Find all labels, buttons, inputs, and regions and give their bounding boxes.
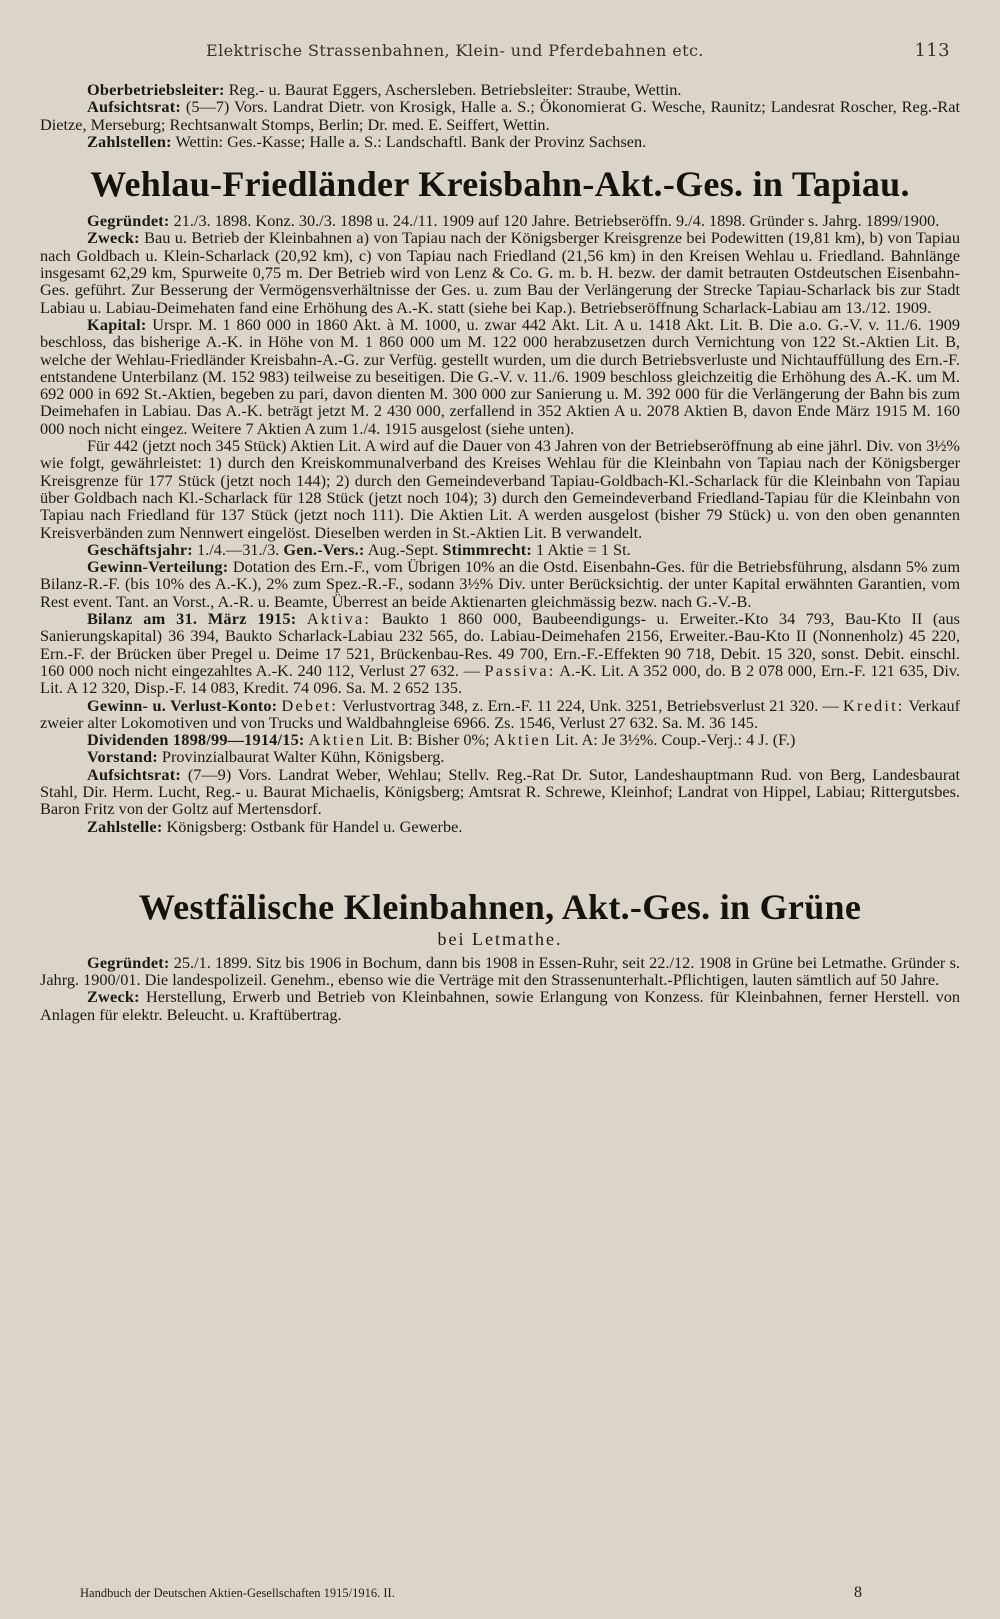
guv-debet-text: Verlustvortrag 348, z. Ern.-F. 11 224, Unk. 3251, Betriebsverlust 21 320. —	[338, 695, 839, 715]
passiva-word: Passiva:	[484, 660, 556, 680]
vorstand-text: Provinzialbaurat Walter Kühn, Königsberg.	[157, 747, 445, 767]
debet-word: Debet:	[281, 695, 339, 715]
zahlstelle-paragraph	[40, 818, 960, 835]
zahlstelle-label: Zahlstelle:	[87, 816, 163, 836]
gewinn-verteilung-paragraph	[40, 558, 960, 610]
westfalen-zweck-paragraph	[40, 988, 960, 1023]
oberbetriebsleiter-label: Oberbetriebsleiter:	[87, 80, 225, 99]
bilanz-passiva-text: A.-K. Lit. A 352 000, do. B 2 078 000, Ern.-F. 121 635, Div. Lit. A 12 320, Disp.-F. 14 083, Kredit. 74 096. Sa. M. 2 652 135.	[40, 660, 960, 698]
aktien-word-1: Aktien	[308, 730, 367, 750]
dividenden-text-2: Lit. A: Je 3½%. Coup.-Verj.: 4 J. (F.)	[551, 730, 796, 750]
zweck-paragraph	[40, 229, 960, 315]
aktien-word-2: Aktien	[493, 730, 552, 750]
aufsichtsrat-text: (5—7) Vors. Landrat Dietr. von Krosigk, Halle a. S.; Ökonomierat G. Wesche, Raunitz; Landesrat Roscher, Reg.-Rat Dietze, Merseburg; Rechtsanwalt Stomps, Berlin; Dr. med. E. Seiffert, Wettin.	[40, 97, 960, 134]
westfalen-zweck-label: Zweck:	[87, 987, 140, 1007]
stimmrecht-label: Stimmrecht:	[442, 539, 532, 559]
dividenden-text-1: Lit. B: Bisher 0%;	[366, 730, 494, 750]
guv-kredit-text: Verkauf zweier alter Lokomotiven und von Trucks und Waldbahngleise 6966. Zs. 1546, Verlust 27 632. Sa. M. 36 145.	[40, 695, 961, 732]
kapital-label: Kapital:	[87, 314, 147, 334]
running-header	[40, 40, 960, 61]
kredit-word: Kredit:	[843, 695, 905, 715]
westfalen-gegruendet-label: Gegründet:	[87, 952, 170, 972]
zahlstelle-text: Königsberg: Ostbank für Handel u. Gewerbe.	[162, 816, 463, 836]
stimmrecht-text: 1 Aktie = 1 St.	[531, 539, 631, 559]
zweck-label: Zweck:	[87, 228, 140, 248]
bilanz-label: Bilanz am 31. März 1915:	[87, 609, 297, 629]
oberbetriebsleiter-text: Reg.- u. Baurat Eggers, Aschersleben. Betriebsleiter: Straube, Wettin.	[224, 80, 682, 99]
gen-vers-label: Gen.-Vers.:	[283, 539, 365, 559]
zahlstellen-paragraph	[40, 133, 960, 150]
kapital-paragraph	[40, 316, 960, 437]
bilanz-aktiva-text: Baukto 1 860 000, Baubeendigungs- u. Erweiter.-Kto 34 793, Bau-Kto II (aus Sanierungskapital) 36 394, Baukto Scharlack-Labiau 232 565, do. Labiau-Deimehafen 2156, Erweiter.-Bau-Kto II (Nonnenholz) 45 220, Ern.-F. der Brücken über Pregel u. Deime 17 521, Brückenbau-Res. 49 700, Ern.-F.-Effekten 90 718, Debit. 15 320, sonst. Debit. einschl. 160 000 noch nicht eingezahltes A.-K. 240 112, Verlust 27 632. —	[40, 609, 960, 680]
aufsichtsrat-wehlau-label: Aufsichtsrat:	[87, 764, 181, 784]
running-title: Elektrische Strassenbahnen, Klein- und Pferdebahnen etc.	[206, 41, 704, 60]
guv-label: Gewinn- u. Verlust-Konto:	[87, 695, 278, 715]
garantie-paragraph: Für 442 (jetzt noch 345 Stück) Aktien Lit. A wird auf die Dauer von 43 Jahren von der Betriebseröffnung ab eine jährl. Div. von 3½% wie folgt, gewährleistet: 1) durch den Kreiskommunalverband des Kreises Wehlau für die Kleinbahn von Tapiau nach der Königsberger Kreisgrenze für 177 Stück (jetzt noch 144); 2) durch den Gemeindeverband Tapiau-Goldbach-Kl.-Scharlack für die Kleinbahn von Tapiau über Goldbach nach Kl.-Scharlack für 128 Stück (jetzt noch 104); 3) durch den Gemeindeverband Friedland-Tapiau für die Kleinbahn von Tapiau nach Friedland für 137 Stück (jetzt noch 111). Die Aktien Lit. A werden ausgelost (bisher 79 Stück) u. von den oben genannten Kreisverbänden zum Nennwert eingelöst. Dieselben werden in St.-Aktien Lit. B verwandelt.	[40, 436, 960, 542]
bilanz-paragraph	[40, 610, 960, 696]
zahlstellen-text: Wettin: Ges.-Kasse; Halle a. S.: Landschaftl. Bank der Provinz Sachsen.	[171, 131, 647, 151]
wehlau-entry	[40, 212, 960, 835]
oberbetriebsleiter-paragraph	[40, 81, 960, 98]
aufsichtsrat-wehlau-text: (7—9) Vors. Landrat Weber, Wehlau; Stellv. Reg.-Rat Dr. Sutor, Landeshauptmann Rud. von Berg, Landesbaurat Stahl, Dir. Herm. Lucht, Reg.- u. Baurat Michaelis, Königsberg; Amtsrat R. Schrewe, Kleinhof; Landrat von Hippel, Labiau; Rittergutsbes. Baron Fritz von der Goltz auf Mertensdorf.	[40, 764, 960, 819]
gegruendet-text: 21./3. 1898. Konz. 30./3. 1898 u. 24./11. 1909 auf 120 Jahre. Betriebseröffn. 9./4. 1898. Gründer s. Jahrg. 1899/1900.	[169, 211, 940, 231]
westfalen-entry	[40, 954, 960, 1023]
geschaeftsjahr-text: 1./4.—31./3.	[192, 539, 280, 559]
westfalen-gegruendet-text: 25./1. 1899. Sitz bis 1906 in Bochum, dann bis 1908 in Essen-Ruhr, seit 22./12. 1908 in Grüne bei Letmathe. Gründer s. Jahrg. 1900/01. Die landespolizeil. Genehm., ebenso wie die Verträge mit den Strassenunterhalt.-Pflichtigen, lauten sämtlich auf 50 Jahre.	[40, 952, 960, 990]
aufsichtsrat-label: Aufsichtsrat:	[87, 97, 181, 117]
aufsichtsrat-paragraph	[40, 98, 960, 133]
guv-paragraph	[40, 697, 960, 732]
wehlau-title: Wehlau-Friedländer Kreisbahn-Akt.-Ges. in Tapiau.	[90, 164, 910, 205]
dividenden-paragraph	[40, 731, 960, 748]
previous-entry-tail	[40, 81, 960, 150]
dividenden-label: Dividenden 1898/99—1914/15:	[87, 730, 305, 750]
westfalen-gegruendet-paragraph	[40, 954, 960, 989]
zweck-text: Bau u. Betrieb der Kleinbahnen a) von Tapiau nach der Königsberger Kreisgrenze bei Podewitten (19,81 km), b) von Tapiau nach Goldbach u. Klein-Scharlack (20,92 km), c) von Tapiau nach Friedland (21,56 km) in den Kreisen Wehlau u. Friedland. Bahnlänge insgesamt 62,29 km, Spurweite 0,75 m. Der Betrieb wird von Lenz & Co. G. m. b. H. bezw. der damit betrauten Ostdeutschen Eisenbahn-Ges. geführt. Zur Besserung der Vermögensverhältnisse der Ges. u. zum Bau der Verlängerung der Strecke Tapiau-Scharlack bis zur Stadt Labiau u. Labiau-Deimehaten fand eine Erhöhung des A.-K. statt (siehe bei Kap.). Betriebseröffnung Scharlack-Labiau am 13./12. 1909.	[40, 228, 960, 317]
vorstand-paragraph	[40, 748, 960, 765]
geschaeftsjahr-paragraph	[40, 541, 960, 558]
westfalen-subtitle: bei Letmathe.	[437, 928, 563, 949]
aktiva-word: Aktiva:	[306, 609, 372, 629]
kapital-text: Urspr. M. 1 860 000 in 1860 Akt. à M. 1000, u. zwar 442 Akt. Lit. A u. 1418 Akt. Lit. B. Die a.o. G.-V. v. 11./6. 1909 beschloss, das bisherige A.-K. in Höhe von M. 1 860 000 um M. 122 000 herabzusetzen durch Vernichtung von 122 St.-Aktien Lit. B, welche der Wehlau-Friedländer Kreisbahn-A.-G. zur Verfüg. gestellt wurden, um die durch Betriebsverluste und Nichtauffüllung des Ern.-F. entstandene Unterbilanz (M. 152 983) teilweise zu beseitigen. Die G.-V. v. 11./6. 1909 beschloss gleichzeitig die Erhöhung des A.-K. um M. 692 000 in 692 St.-Aktien, begeben zu pari, davon dienten M. 300 000 zur Sanierung u. M. 392 000 für die Verlängerung der Bahn bis zum Deimehafen in Labiau. Das A.-K. beträgt jetzt M. 2 430 000, zerfallend in 352 Aktien A u. 2078 Aktien B, davon Ende März 1915 M. 160 000 noch nicht eingez. Weitere 7 Aktien A zum 1./4. 1915 ausgelost (siehe unten).	[40, 314, 960, 438]
gegruendet-label: Gegründet:	[87, 211, 170, 231]
page-footer	[80, 1584, 870, 1602]
vorstand-label: Vorstand:	[87, 747, 158, 767]
westfalen-zweck-text: Herstellung, Erwerb und Betrieb von Kleinbahnen, sowie Erlangung von Konzess. für Kleinbahnen, ferner Herstell. von Anlagen für elektr. Beleucht. u. Kraftübertrag.	[40, 987, 960, 1024]
gegruendet-paragraph	[40, 212, 960, 229]
gewinn-verteilung-text: Dotation des Ern.-F., vom Übrigen 10% an die Ostd. Eisenbahn-Ges. für die Betriebsführung, alsdann 5% zum Bilanz-R.-F. (bis 10% des A.-K.), 2% zum Spez.-R.-F., sodann 3½% Div. unter Berücksichtig. der unter Kapital erwähnten Garantien, vom Rest event. Tant. an Vorst., A.-R. u. Beamte, Überrest an beide Aktienarten gleichmässig bezw. nach G.-V.-B.	[40, 557, 960, 611]
aufsichtsrat-wehlau-paragraph	[40, 766, 960, 818]
section-gap	[40, 835, 960, 873]
page-number: 113	[914, 40, 950, 61]
zahlstellen-label: Zahlstellen:	[87, 131, 172, 151]
footer-source: Handbuch der Deutschen Aktien-Gesellschaften 1915/1916. II.	[80, 1586, 395, 1600]
signature-mark: 8	[854, 1584, 862, 1601]
gewinn-verteilung-label: Gewinn-Verteilung:	[87, 557, 229, 577]
geschaeftsjahr-label: Geschäftsjahr:	[87, 539, 193, 559]
gen-vers-text: Aug.-Sept.	[364, 539, 439, 559]
westfalen-title: Westfälische Kleinbahnen, Akt.-Ges. in Grüne	[138, 886, 862, 927]
